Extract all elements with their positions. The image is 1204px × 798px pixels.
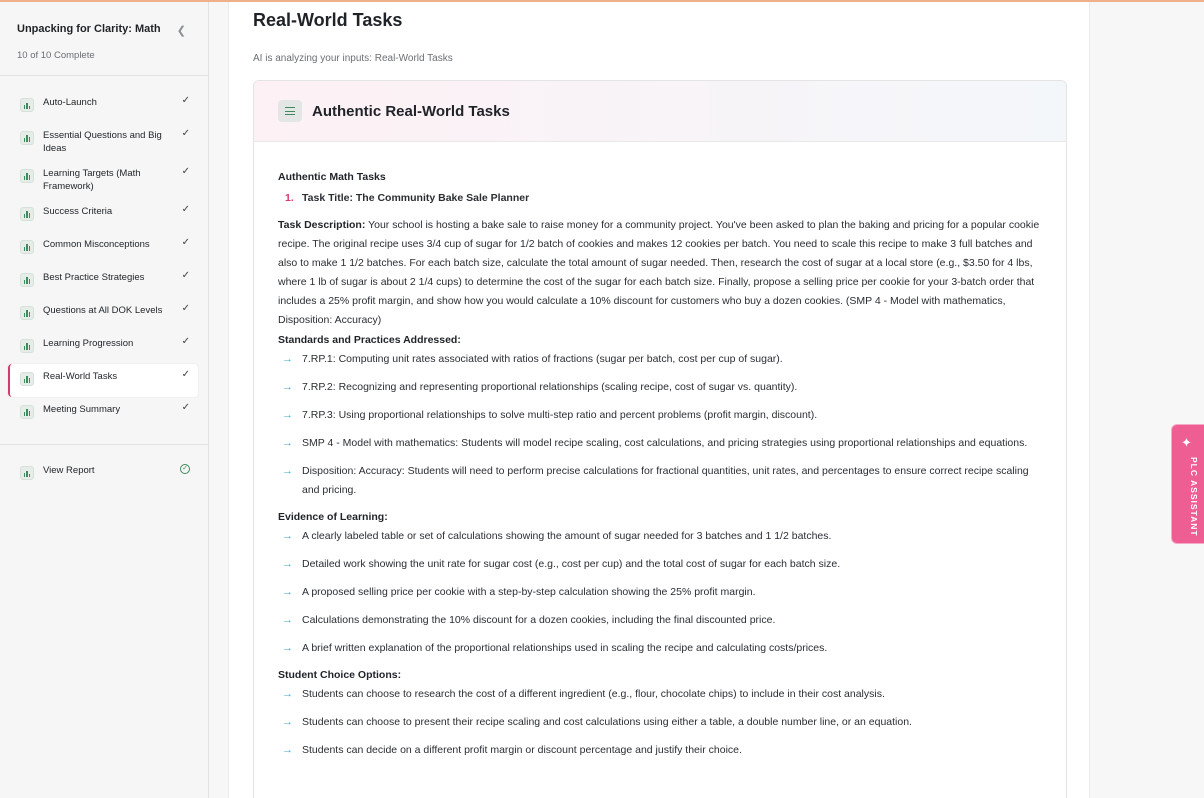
sidebar-item-auto-launch[interactable] bbox=[8, 90, 198, 123]
bar-chart-icon bbox=[20, 207, 34, 221]
check-icon: ✓ bbox=[181, 128, 190, 139]
list-item bbox=[278, 555, 1038, 574]
sidebar-item-label: Success Criteria bbox=[43, 206, 113, 217]
list-item-text: Students can choose to present their recipe scaling and cost calculations using either a table, a double number line, or an equation. bbox=[302, 716, 912, 728]
bar-chart-icon bbox=[20, 240, 34, 254]
progress-text: 10 of 10 Complete bbox=[17, 50, 95, 61]
document-icon bbox=[20, 98, 34, 112]
document-icon bbox=[20, 466, 34, 480]
sidebar-item-best-practice[interactable] bbox=[8, 265, 198, 298]
arrow-right-icon: → bbox=[282, 530, 293, 542]
list-item-text: Students can decide on a different profit margin or discount percentage and justify their choice. bbox=[302, 744, 742, 756]
evidence-list bbox=[278, 527, 1042, 658]
bar-chart-icon bbox=[20, 169, 34, 183]
list-item-text: Students can choose to research the cost of a different ingredient (e.g., flour, chocolate chips) to include in their cost analysis. bbox=[302, 688, 885, 700]
list-item-text: 7.RP.1: Computing unit rates associated with ratios of fractions (sugar per batch, cost per cup of sugar). bbox=[302, 353, 783, 365]
card-title: Authentic Real-World Tasks bbox=[312, 103, 510, 120]
analyzing-status: AI is analyzing your inputs: Real-World Tasks bbox=[253, 53, 453, 64]
sidebar-divider bbox=[0, 444, 208, 445]
sidebar-item-label: Essential Questions and Big Ideas bbox=[43, 130, 162, 154]
arrow-right-icon: → bbox=[282, 688, 293, 700]
check-icon: ✓ bbox=[181, 270, 190, 281]
sidebar-item-learning-targets[interactable] bbox=[8, 161, 198, 199]
sidebar-item-label: Real-World Tasks bbox=[43, 371, 118, 382]
list-item bbox=[278, 378, 1038, 397]
sidebar bbox=[0, 2, 209, 798]
student-choice-list bbox=[278, 685, 1042, 760]
arrow-right-icon: → bbox=[282, 642, 293, 654]
sidebar-item-learning-progression[interactable] bbox=[8, 331, 198, 364]
task-description bbox=[278, 216, 1044, 330]
student-choice-title: Student Choice Options: bbox=[278, 669, 402, 681]
arrow-right-icon: → bbox=[282, 465, 293, 477]
page-title: Real-World Tasks bbox=[253, 10, 403, 30]
sidebar-item-label: Best Practice Strategies bbox=[43, 272, 145, 283]
list-item bbox=[278, 611, 1038, 630]
sidebar-item-real-world-tasks[interactable] bbox=[8, 364, 198, 397]
list-item-text: Detailed work showing the unit rate for sugar cost (e.g., cost per cup) and the total cost of sugar for each batch size. bbox=[302, 558, 841, 570]
check-icon: ✓ bbox=[181, 402, 190, 413]
list-item-text: A clearly labeled table or set of calculations showing the amount of sugar needed for 3 batches and 1 1/2 batches. bbox=[302, 530, 832, 542]
check-icon: ✓ bbox=[181, 166, 190, 177]
list-item bbox=[278, 741, 1038, 760]
tasks-card bbox=[253, 80, 1067, 798]
bar-chart-icon bbox=[20, 273, 34, 287]
sidebar-item-label: Auto-Launch bbox=[43, 97, 97, 108]
arrow-right-icon: → bbox=[282, 437, 293, 449]
arrow-right-icon: → bbox=[282, 744, 293, 756]
sidebar-item-common-misconceptions[interactable] bbox=[8, 232, 198, 265]
check-icon: ✓ bbox=[181, 95, 190, 106]
bar-chart-icon bbox=[20, 372, 34, 386]
list-item bbox=[278, 462, 1038, 500]
sidebar-item-label: Common Misconceptions bbox=[43, 239, 150, 250]
card-header bbox=[254, 81, 1066, 142]
chevron-left-icon[interactable]: ❮ bbox=[176, 25, 186, 37]
list-item-text: 7.RP.3: Using proportional relationships to solve multi-step ratio and percent problems (profit margin, discount). bbox=[302, 409, 818, 421]
arrow-right-icon: → bbox=[282, 353, 293, 365]
sparkle-icon: ✦ bbox=[1181, 435, 1192, 450]
arrow-right-icon: → bbox=[282, 614, 293, 626]
list-item-text: Calculations demonstrating the 10% discount for a dozen cookies, including the final discounted price. bbox=[302, 614, 776, 626]
sidebar-header bbox=[0, 2, 208, 76]
check-icon: ✓ bbox=[181, 237, 190, 248]
arrow-right-icon: → bbox=[282, 409, 293, 421]
sidebar-item-label: Learning Progression bbox=[43, 338, 134, 349]
bar-chart-icon bbox=[20, 405, 34, 419]
list-item-text: SMP 4 - Model with mathematics: Students will model recipe scaling, cost calculations, and pricing strategies using proportional relationships and equations. bbox=[302, 437, 1028, 449]
list-item bbox=[278, 685, 1038, 704]
bar-chart-icon bbox=[20, 131, 34, 145]
task-title: Task Title: The Community Bake Sale Planner bbox=[302, 192, 530, 204]
sidebar-item-meeting-summary[interactable] bbox=[8, 397, 198, 430]
description-text: Your school is hosting a bake sale to raise money for a community project. You've been asked to plan the baking and pricing for a popular cookie recipe. The original recipe uses 3/4 cup of sugar for 1/2 batch of cookies and makes 12 cookies per batch. You need to scale this recipe to make 3 full batches and also to make 1 1/2 batches. For each batch size, calculate the total amount of sugar needed. Then, research the cost of sugar at a local store (e.g., $3.50 for 4 lbs, where 1 lb of sugar is about 2 1/4 cups) to determine the cost of the sugar for each batch size. Finally, propose a selling price per cookie for your 3-batch order that includes a 25% profit margin, and show how you would calculate a 10% discount for customers who buy a dozen cookies. (SMP 4 - Model with mathematics, Disposition: Accuracy) bbox=[278, 219, 1040, 326]
sidebar-title: Unpacking for Clarity: Math bbox=[17, 23, 161, 35]
sidebar-item-label: Learning Targets (Math Framework) bbox=[43, 168, 141, 192]
view-report-button[interactable] bbox=[8, 458, 198, 491]
sidebar-nav bbox=[0, 76, 208, 491]
check-circle-icon: ✓ bbox=[180, 464, 190, 474]
list-item bbox=[278, 639, 1038, 658]
list-item bbox=[278, 406, 1038, 425]
check-icon: ✓ bbox=[181, 204, 190, 215]
section-title: Authentic Math Tasks bbox=[278, 171, 386, 183]
check-icon: ✓ bbox=[181, 336, 190, 347]
list-item bbox=[278, 527, 1038, 546]
list-item-text: A proposed selling price per cookie with a step-by-step calculation showing the 25% profit margin. bbox=[302, 586, 756, 598]
card-body bbox=[254, 142, 1066, 760]
arrow-right-icon: → bbox=[282, 558, 293, 570]
bar-chart-icon bbox=[20, 306, 34, 320]
plc-assistant-label: PLC ASSISTANT bbox=[1189, 457, 1199, 537]
list-icon bbox=[278, 100, 302, 122]
list-item bbox=[278, 350, 1038, 369]
sidebar-item-dok-questions[interactable] bbox=[8, 298, 198, 331]
list-item-text: A brief written explanation of the proportional relationships used in scaling the recipe and calculating costs/prices. bbox=[302, 642, 828, 654]
arrow-right-icon: → bbox=[282, 586, 293, 598]
check-icon: ✓ bbox=[181, 303, 190, 314]
plc-assistant-button[interactable] bbox=[1171, 424, 1204, 544]
view-report-label: View Report bbox=[43, 465, 95, 476]
arrow-right-icon: → bbox=[282, 381, 293, 393]
list-item-text: 7.RP.2: Recognizing and representing proportional relationships (scaling recipe, cost of sugar vs. quantity). bbox=[302, 381, 798, 393]
check-icon: ✓ bbox=[181, 369, 190, 380]
task-title-line bbox=[278, 192, 1042, 204]
list-item bbox=[278, 434, 1038, 453]
list-item bbox=[278, 583, 1038, 602]
sidebar-item-label: Questions at All DOK Levels bbox=[43, 305, 163, 316]
list-item-text: Disposition: Accuracy: Students will need to perform precise calculations for fractional quantities, unit rates, and percentages to ensure correct recipe scaling and pricing. bbox=[302, 465, 1029, 496]
evidence-title: Evidence of Learning: bbox=[278, 511, 388, 523]
arrow-right-icon: → bbox=[282, 716, 293, 728]
standards-list bbox=[278, 350, 1042, 500]
sidebar-item-label: Meeting Summary bbox=[43, 404, 121, 415]
task-number: 1. bbox=[285, 192, 294, 204]
sidebar-item-success-criteria[interactable] bbox=[8, 199, 198, 232]
standards-title: Standards and Practices Addressed: bbox=[278, 334, 461, 346]
sidebar-item-essential-questions[interactable] bbox=[8, 123, 198, 161]
description-label: Task Description: bbox=[278, 219, 366, 231]
main-content bbox=[228, 2, 1090, 798]
list-item bbox=[278, 713, 1038, 732]
bar-chart-icon bbox=[20, 339, 34, 353]
